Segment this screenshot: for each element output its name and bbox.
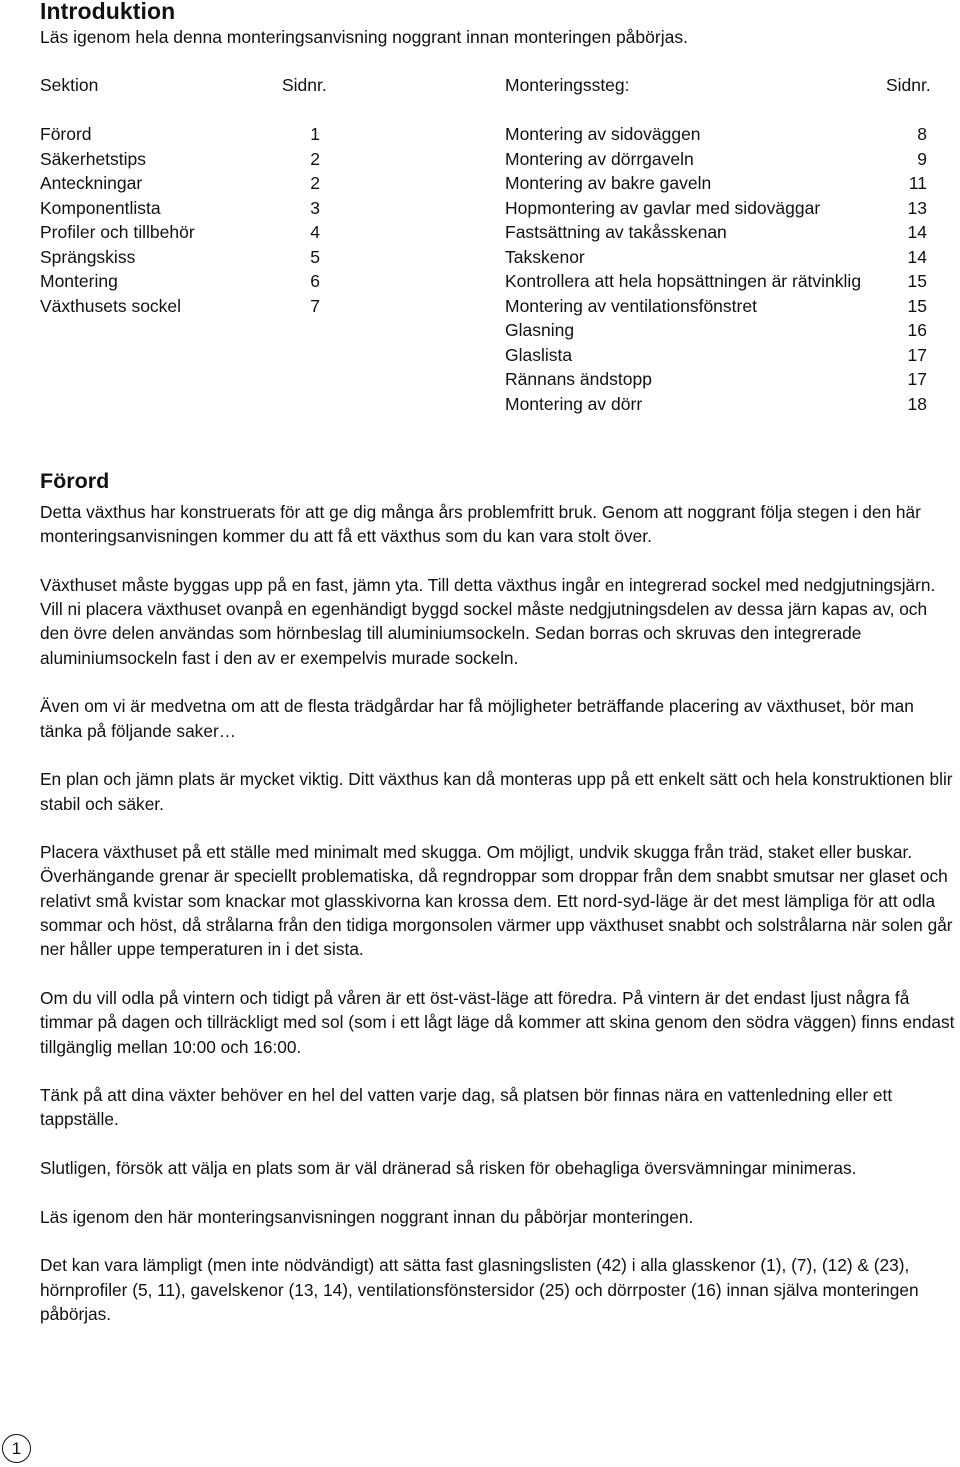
toc-label: Förord (40, 124, 92, 144)
section-title-forord: Förord (40, 469, 110, 493)
paragraph: Det kan vara lämpligt (men inte nödvändigt) att sätta fast glasningslisten (42) i alla glasskenor (1), (7), (12) & (23), hörnprofiler (5, 11), gavelskenor (13, 14), ventilationsfönstersidor (25) och dörrposter (16) innan själva monteringen påbörjas. (40, 1255, 919, 1324)
toc-page-number: 6 (310, 271, 320, 291)
toc-label: Montering av ventilationsfönstret (505, 295, 757, 316)
paragraph: Placera växthuset på ett ställe med minimalt med skugga. Om möjligt, undvik skugga från träd, staket eller buskar. (40, 842, 913, 863)
toc-page-number: 8 (917, 124, 927, 144)
toc-label: Profiler och tillbehör (40, 222, 195, 242)
toc-row (40, 269, 320, 294)
toc-page-number: 14 (907, 222, 927, 242)
toc-page-number: 14 (907, 246, 927, 267)
page-title: Introduktion (40, 0, 176, 24)
toc-row (505, 245, 927, 270)
toc-label: Glasning (505, 320, 575, 340)
toc-page-number: 4 (310, 222, 320, 242)
toc-page-number: 15 (907, 295, 927, 316)
toc-label: Montering av dörr (505, 393, 643, 414)
toc-row (40, 122, 320, 147)
toc-row (505, 392, 927, 417)
toc-row (40, 220, 320, 245)
paragraph: Vill ni placera växthuset ovanpå en egenhändigt byggd sockel måste nedgjutningsdelen av dessa järn kapas av, och den övre delen användas som hörnbeslag till aluminiumsockeln. Sedan borras och skruvas den integrerade aluminiumsockeln fast i den av er exempelvis murade sockeln. (40, 599, 928, 668)
toc-right-list (505, 122, 927, 416)
toc-row (40, 147, 320, 172)
toc-page-number: 2 (310, 173, 320, 193)
toc-row (505, 318, 927, 343)
toc-page-number: 13 (907, 197, 927, 218)
toc-label: Sprängskiss (40, 246, 136, 267)
toc-label: Hopmontering av gavlar med sidoväggar (505, 197, 821, 218)
paragraph: Slutligen, försök att välja en plats som är väl dränerad så risken för obehagliga översvämningar minimeras. (40, 1158, 857, 1179)
toc-page-number: 17 (907, 344, 927, 365)
toc-page-number: 18 (907, 393, 927, 414)
toc-page-number: 17 (907, 369, 927, 389)
toc-label: Komponentlista (40, 197, 161, 218)
toc-right-header-section: Monteringssteg: (505, 75, 630, 95)
paragraph: Om du vill odla på vintern och tidigt på våren är ett öst-väst-läge att föredra. På vintern är det endast ljust några få timmar på dagen och tillräckligt med sol (som i ett lågt läge då kommer att skina genom den södra väggen) finns endast tillgänglig mellan 10:00 och 16:00. (40, 987, 955, 1057)
paragraph: Även om vi är medvetna om att de flesta trädgårdar har få möjligheter beträffande placering av växthuset, bör man tänka på följande saker… (40, 696, 914, 741)
paragraph: Växthuset måste byggas upp på en fast, jämn yta. Till detta växthus ingår en integrerad sockel med nedgjutningsjärn. (40, 574, 936, 595)
toc-label: Anteckningar (40, 173, 143, 193)
toc-label: Montering av sidoväggen (505, 124, 701, 144)
toc-row (505, 220, 927, 245)
paragraph: Detta växthus har konstruerats för att ge dig många års problemfritt bruk. Genom att noggrant följa stegen i den här monteringsanvisningen kommer du att få ett växthus som du kan vara stolt över. (40, 502, 921, 547)
paragraph: En plan och jämn plats är mycket viktig. Ditt växthus kan då monteras upp på ett enkelt sätt och hela konstruktionen blir stabil och säker. (40, 769, 953, 814)
toc-label: Rännans ändstopp (505, 369, 652, 389)
toc-label: Glaslista (505, 344, 573, 365)
toc-left-header-section: Sektion (40, 75, 99, 95)
toc-left-list (40, 122, 320, 318)
toc-page-number: 7 (310, 295, 320, 316)
toc-page-number: 15 (907, 271, 927, 291)
toc-page-number: 5 (310, 246, 320, 267)
intro-text: Läs igenom hela denna monteringsanvisning noggrant innan monteringen påbörjas. (40, 27, 688, 47)
toc-row (505, 147, 927, 172)
forord-body (40, 500, 958, 1350)
paragraph: Läs igenom den här monteringsanvisningen noggrant innan du påbörjar monteringen. (40, 1206, 694, 1227)
toc-label: Växthusets sockel (40, 295, 182, 316)
toc-row (505, 343, 927, 368)
toc-label: Montering av bakre gaveln (505, 173, 712, 193)
page-number: 1 (2, 1434, 31, 1463)
toc-page-number: 1 (310, 124, 320, 144)
toc-page-number: 16 (907, 320, 927, 340)
toc-row (505, 269, 927, 294)
toc-label: Säkerhetstips (40, 148, 147, 169)
toc-page-number: 11 (908, 173, 927, 193)
toc-label: Takskenor (505, 246, 585, 267)
paragraph: Överhängande grenar är speciellt problematiska, då regndroppar som droppar från dem snabbt smutsar ner glaset och relativt små kvistar som knackar mot glasskivorna kan krossa dem. Ett nord-syd-läge är det mest lämpliga för att odla sommar och höst, då strålarna från den tidiga morgonsolen värmer upp växthuset snabbt och solstrålarna när solen går ner håller uppe temperaturen in i det sista. (40, 866, 953, 960)
toc-row (40, 245, 320, 270)
toc-row (505, 294, 927, 319)
toc-label: Montering (40, 271, 118, 291)
toc-label: Fastsättning av takåsskenan (505, 222, 727, 242)
toc-page-number: 3 (310, 197, 320, 218)
toc-row (505, 196, 927, 221)
toc-row (505, 367, 927, 392)
paragraph: Tänk på att dina växter behöver en hel del vatten varje dag, så platsen bör finnas nära en vattenledning eller ett tappställe. (40, 1085, 893, 1130)
toc-left-header-page: Sidnr. (282, 75, 327, 95)
toc-label: Montering av dörrgaveln (505, 148, 694, 169)
toc-page-number: 2 (310, 148, 320, 169)
toc-row (505, 122, 927, 147)
toc-row (40, 294, 320, 319)
toc-right-header-page: Sidnr. (886, 75, 931, 95)
toc-page-number: 9 (917, 148, 927, 169)
toc-label: Kontrollera att hela hopsättningen är rätvinklig (505, 271, 862, 291)
toc-row (40, 196, 320, 221)
toc-row (40, 171, 320, 196)
toc-row (505, 171, 927, 196)
